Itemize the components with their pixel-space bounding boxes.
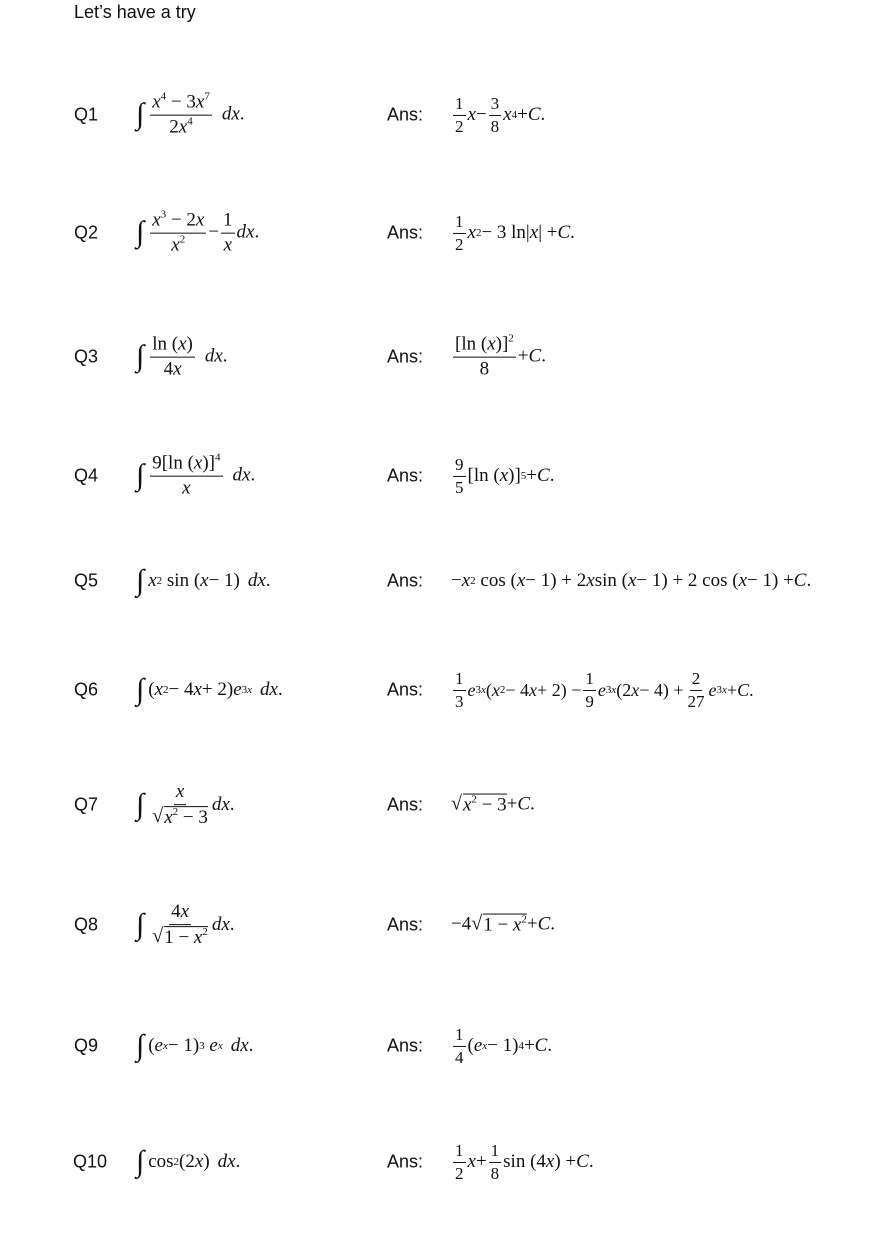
question-row-1 <box>0 75 875 155</box>
answer-label: Ans: <box>387 222 424 243</box>
integral-sign: ∫ <box>136 216 145 249</box>
answer-expression: $\frac{1}{2}$ x − $\frac{3}{8}$ x 4 + C . <box>455 93 546 136</box>
question-label: Q7 <box>74 794 99 815</box>
answer-label: Ans: <box>387 570 424 591</box>
question-label: Q4 <box>74 465 99 486</box>
answer-label: Ans: <box>387 1151 424 1172</box>
answer-expression: $\frac{[\ln (x)]^2}{8}$ + C . <box>455 332 546 380</box>
question-row-5 <box>0 541 875 621</box>
answer-expression: −4 √ $1 - x^2$ + C . <box>451 912 556 936</box>
integral-sign: ∫ <box>136 673 145 706</box>
question-row-10 <box>0 1122 875 1202</box>
answer-expression: $\frac{1}{3}$ e 3x ( x 2 − 4 x + 2) − $\frac{1}{9}$ e 3x (2 x − 4) + $\frac{2}{27}$ e 3x + C . <box>455 668 754 711</box>
question-row-3 <box>0 317 875 397</box>
answer-label: Ans: <box>387 104 424 125</box>
answer-label: Ans: <box>387 914 424 935</box>
question-label: Q6 <box>74 679 99 700</box>
integral-sign: ∫ <box>136 98 145 131</box>
answer-expression: √ $x^2 - 3$ + C . <box>451 792 535 816</box>
question-label: Q3 <box>74 346 99 367</box>
question-expression: ∫ $\frac{9[\ln (x)]^4}{x}$ dx . <box>136 451 256 499</box>
answer-label: Ans: <box>387 794 424 815</box>
integral-sign: ∫ <box>136 1145 145 1178</box>
question-row-4 <box>0 436 875 516</box>
question-row-8 <box>0 885 875 965</box>
question-label: Q8 <box>74 914 99 935</box>
answer-expression: $\frac{1}{4}$ ( e x − 1) 4 + C . <box>455 1024 553 1067</box>
answer-expression: $\frac{1}{2}$ x + $\frac{1}{8}$ sin (4 x ) + C . <box>455 1140 594 1183</box>
integral-sign: ∫ <box>136 907 145 941</box>
question-expression: ∫ x √ $x^2 - 3$ dx . <box>136 781 235 828</box>
question-row-2 <box>0 193 875 273</box>
question-label: Q5 <box>74 570 99 591</box>
question-expression: ∫ ( x 2 − 4 x + 2) e 3x dx . <box>136 673 283 706</box>
question-label: Q1 <box>74 104 99 125</box>
answer-label: Ans: <box>387 1035 424 1056</box>
question-row-6 <box>0 650 875 730</box>
question-expression: ∫ x 2 sin ( x − 1) dx . <box>136 564 271 597</box>
question-expression: ∫ cos 2 (2 x ) dx . <box>136 1145 241 1178</box>
answer-expression: $\frac{9}{5}$ [ln ( x )] 5 + C . <box>455 454 555 497</box>
question-label: Q10 <box>73 1151 108 1172</box>
answer-label: Ans: <box>387 346 424 367</box>
question-label: Q9 <box>74 1035 99 1056</box>
question-row-7 <box>0 765 875 845</box>
page-heading: Let’s have a try <box>74 2 196 22</box>
question-expression: ∫ $\frac{\ln (x)}{4x}$ dx . <box>136 333 228 380</box>
integral-sign: ∫ <box>136 459 145 492</box>
question-expression: ∫ ( e x − 1) 3 e x dx . <box>136 1029 254 1062</box>
question-expression: ∫ 4x √ $1 - x^2$ dx . <box>136 901 235 948</box>
integral-sign: ∫ <box>136 340 145 373</box>
answer-label: Ans: <box>387 465 424 486</box>
integral-sign: ∫ <box>136 564 145 597</box>
integral-sign: ∫ <box>136 787 145 821</box>
integral-sign: ∫ <box>136 1029 145 1062</box>
answer-expression: $\frac{1}{2}$ x 2 − 3 ln| x | + C . <box>455 211 575 254</box>
answer-label: Ans: <box>387 679 424 700</box>
question-row-9 <box>0 1006 875 1086</box>
question-expression: ∫ $\frac{x^4 - 3x^7}{2x^4}$ dx . <box>136 90 245 138</box>
answer-expression: − x 2 cos ( x − 1) + 2 x sin ( x − 1) + 2 cos ( x − 1) + C . <box>451 570 812 591</box>
question-expression: ∫ $\frac{x^3 - 2x}{x^2}$ − $\frac{1}{x}$ dx . <box>136 208 260 256</box>
question-label: Q2 <box>74 222 99 243</box>
